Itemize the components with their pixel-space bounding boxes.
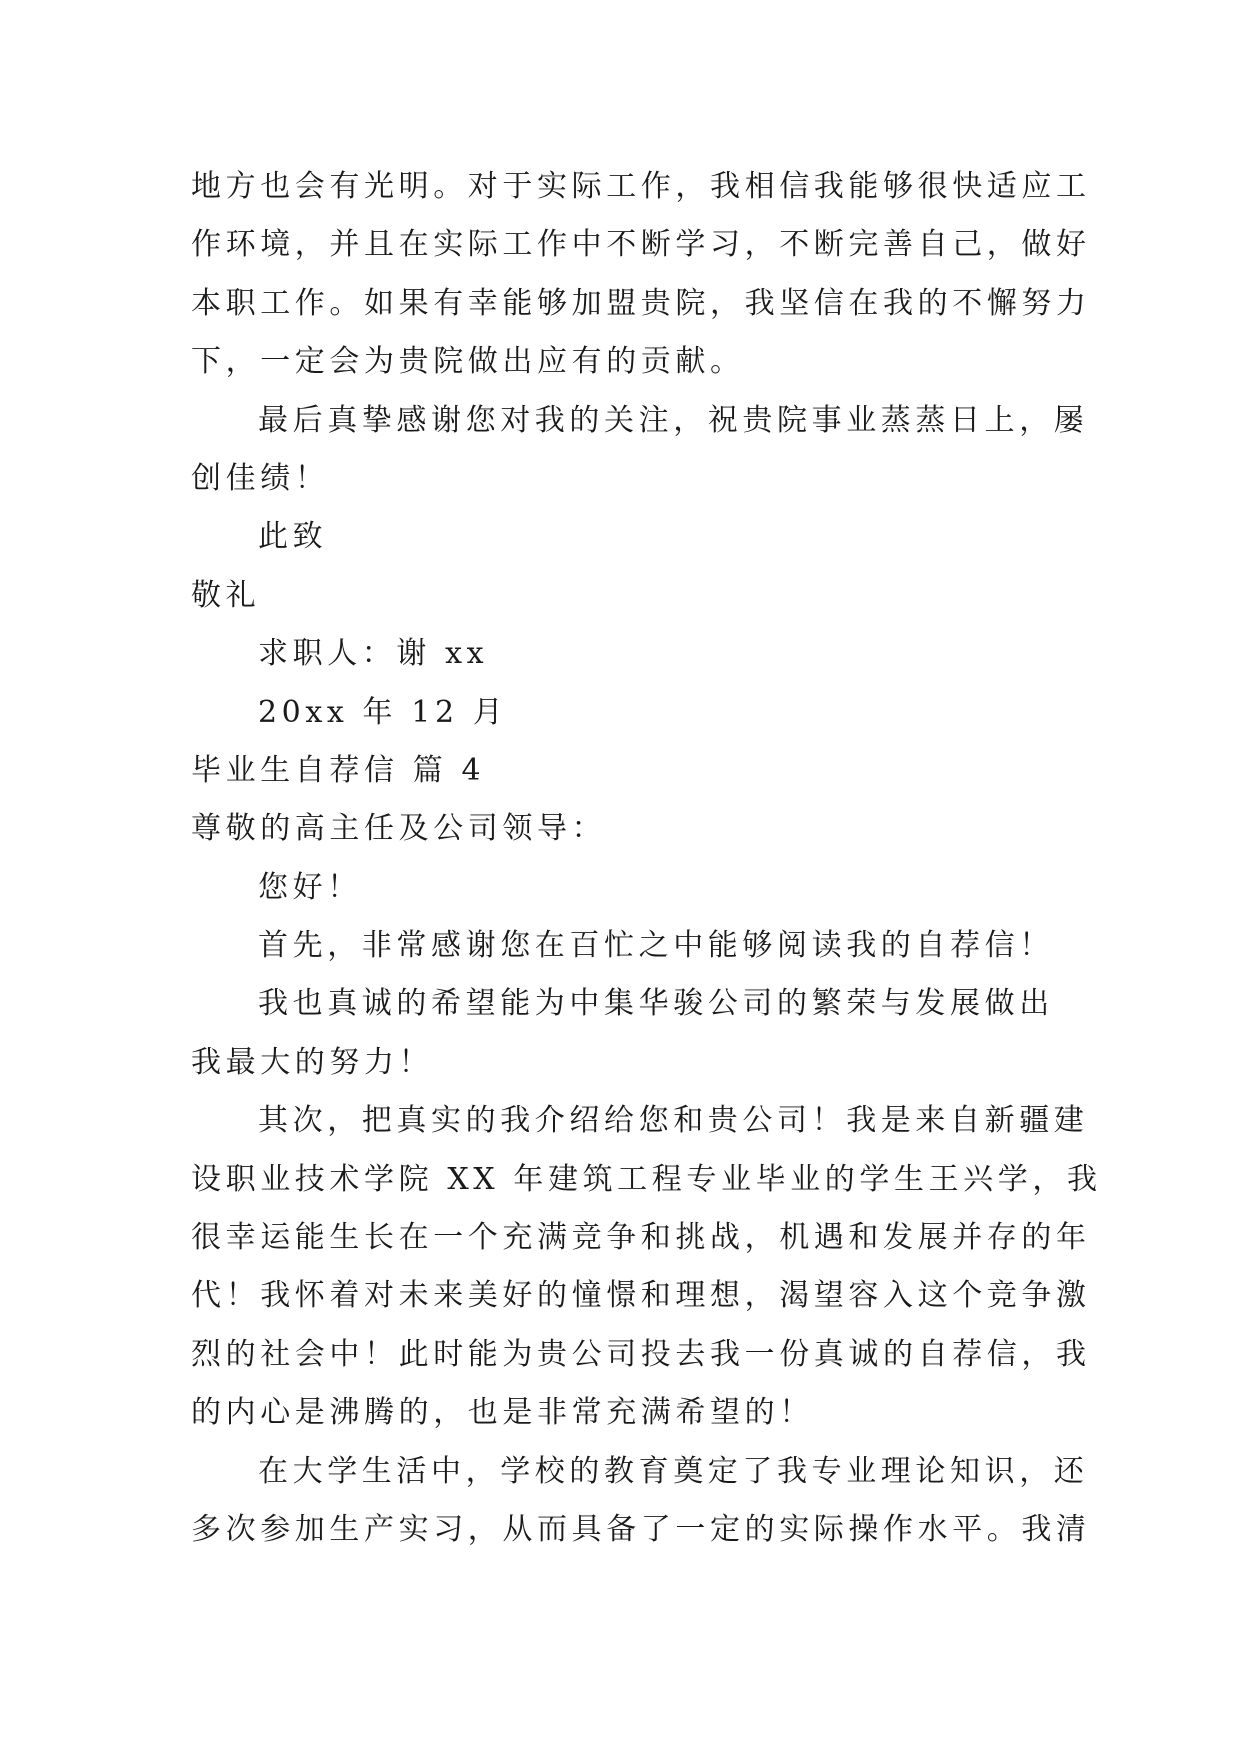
text-line: 敬礼 bbox=[191, 577, 261, 613]
text-line: 本职工作。如果有幸能够加盟贵院，我坚信在我的不懈努力 bbox=[191, 285, 1091, 321]
document-body bbox=[191, 158, 1102, 1559]
text-line: 首先，非常感谢您在百忙之中能够阅读我的自荐信！ bbox=[258, 928, 1054, 964]
text-line: 多次参加生产实习，从而具备了一定的实际操作水平。我清 bbox=[191, 1511, 1091, 1547]
text-line: 求职人：谢 xx bbox=[258, 636, 489, 672]
text-line: 创佳绩！ bbox=[191, 460, 330, 496]
text-line: 毕业生自荐信 篇 4 bbox=[191, 752, 486, 788]
text-line: 20xx 年 12 月 bbox=[258, 694, 508, 730]
text-line: 我最大的努力！ bbox=[191, 1044, 434, 1080]
text-line: 的内心是沸腾的，也是非常充满希望的！ bbox=[191, 1395, 814, 1431]
text-line: 代！我怀着对未来美好的憧憬和理想，渴望容入这个竞争激 bbox=[191, 1278, 1091, 1314]
text-line: 很幸运能生长在一个充满竞争和挑战，机遇和发展并存的年 bbox=[191, 1220, 1091, 1256]
text-line: 最后真挚感谢您对我的关注，祝贵院事业蒸蒸日上，屡 bbox=[258, 402, 1089, 438]
text-line: 您好！ bbox=[258, 869, 362, 905]
text-line: 下，一定会为贵院做出应有的贡献。 bbox=[191, 344, 745, 380]
text-line: 在大学生活中，学校的教育奠定了我专业理论知识，还 bbox=[258, 1453, 1089, 1489]
text-line: 设职业技术学院 XX 年建筑工程专业毕业的学生王兴学，我 bbox=[191, 1161, 1102, 1197]
text-line: 尊敬的高主任及公司领导： bbox=[191, 811, 607, 847]
text-line: 烈的社会中！此时能为贵公司投去我一份真诚的自荐信，我 bbox=[191, 1336, 1091, 1372]
text-line: 地方也会有光明。对于实际工作，我相信我能够很快适应工 bbox=[191, 169, 1091, 204]
text-line: 其次，把真实的我介绍给您和贵公司！我是来自新疆建 bbox=[258, 1103, 1089, 1139]
text-line: 此致 bbox=[258, 519, 328, 555]
text-line: 我也真诚的希望能为中集华骏公司的繁荣与发展做出 bbox=[258, 986, 1054, 1022]
text-line: 作环境，并且在实际工作中不断学习，不断完善自己，做好 bbox=[191, 227, 1091, 263]
